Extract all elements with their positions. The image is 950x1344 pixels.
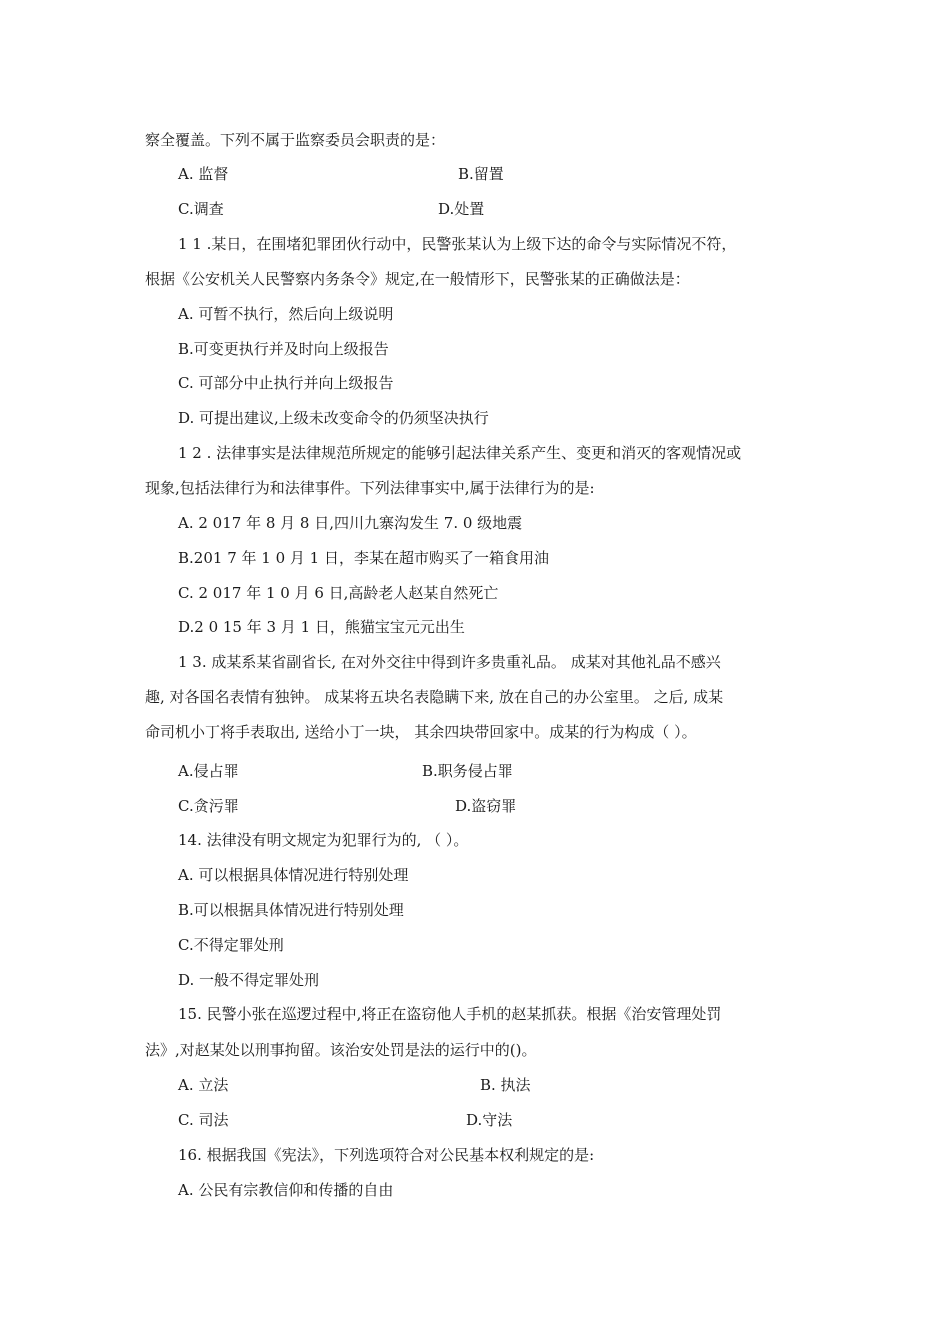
q13-option-c: C.贪污罪 <box>178 797 239 815</box>
q16-stem: 16. 根据我国《宪法》，下列选项符合对公民基本权利规定的是: <box>178 1146 595 1164</box>
q11-option-a: A. 可暂不执行，然后向上级说明 <box>178 305 394 323</box>
q15-option-b: B. 执法 <box>480 1076 531 1094</box>
q15-stem: 15. 民警小张在巡逻过程中,将正在盗窃他人手机的赵某抓获。根据《治安管理处罚 <box>178 1005 722 1023</box>
q12-option-d: D.2 0 15 年 3 月 1 日，熊猫宝宝元元出生 <box>178 618 465 636</box>
q11-stem: 1 1 .某日，在围堵犯罪团伙行动中，民警张某认为上级下达的命令与实际情况不符， <box>178 235 737 253</box>
q14-option-c: C.不得定罪处刑 <box>178 936 284 954</box>
q13-option-a: A.侵占罪 <box>178 762 239 780</box>
q14-option-b: B.可以根据具体情况进行特别处理 <box>178 901 404 919</box>
q15-stem-cont: 法》,对赵某处以刑事拘留。该治安处罚是法的运行中的()。 <box>145 1041 537 1059</box>
q13-stem-cont-1: 趣, 对各国名表情有独钟。 成某将五块名表隐瞒下来, 放在自己的办公室里。 之后, 成某 <box>145 688 724 706</box>
q12-option-b: B.201 7 年 1 0 月 1 日，李某在超市购买了一箱食用油 <box>178 549 549 567</box>
q14-stem: 14. 法律没有明文规定为犯罪行为的, （ ）。 <box>178 831 469 849</box>
q11-option-b: B.可变更执行并及时向上级报告 <box>178 340 389 358</box>
q11-option-d: D. 可提出建议,上级未改变命令的仍须坚决执行 <box>178 409 489 427</box>
q10-option-b: B.留置 <box>458 165 504 183</box>
q15-option-a: A. 立法 <box>178 1076 229 1094</box>
q13-stem: 1 3. 成某系某省副省长, 在对外交往中得到许多贵重礼品。 成某对其他礼品不感兴 <box>178 653 721 671</box>
q12-stem-cont: 现象,包括法律行为和法律事件。下列法律事实中,属于法律行为的是: <box>145 479 595 497</box>
q11-stem-cont: 根据《公安机关人民警察内务条令》规定,在一般情形下，民警张某的正确做法是： <box>145 270 690 288</box>
q13-stem-cont-2: 命司机小丁将手表取出, 送给小丁一块， 其余四块带回家中。成某的行为构成（ ）。 <box>145 723 697 741</box>
q13-option-b: B.职务侵占罪 <box>422 762 513 780</box>
q13-option-d: D.盗窃罪 <box>455 797 517 815</box>
q10-option-a: A. 监督 <box>178 165 229 183</box>
q15-option-d: D.守法 <box>466 1111 513 1129</box>
q10-option-d: D.处置 <box>438 200 485 218</box>
q15-option-c: C. 司法 <box>178 1111 229 1129</box>
q14-option-a: A. 可以根据具体情况进行特别处理 <box>178 866 409 884</box>
q12-option-a: A. 2 017 年 8 月 8 日,四川九寨沟发生 7. 0 级地震 <box>178 514 523 532</box>
q14-option-d: D. 一般不得定罪处刑 <box>178 971 320 989</box>
q10-option-c: C.调查 <box>178 200 224 218</box>
q10-stem-cont: 察全覆盖。下列不属于监察委员会职责的是： <box>145 131 446 149</box>
q16-option-a: A. 公民有宗教信仰和传播的自由 <box>178 1181 394 1199</box>
q12-stem: 1 2 . 法律事实是法律规范所规定的能够引起法律关系产生、变更和消灭的客观情况或 <box>178 444 742 462</box>
q12-option-c: C. 2 017 年 1 0 月 6 日,高龄老人赵某自然死亡 <box>178 584 499 602</box>
q11-option-c: C. 可部分中止执行并向上级报告 <box>178 374 394 392</box>
